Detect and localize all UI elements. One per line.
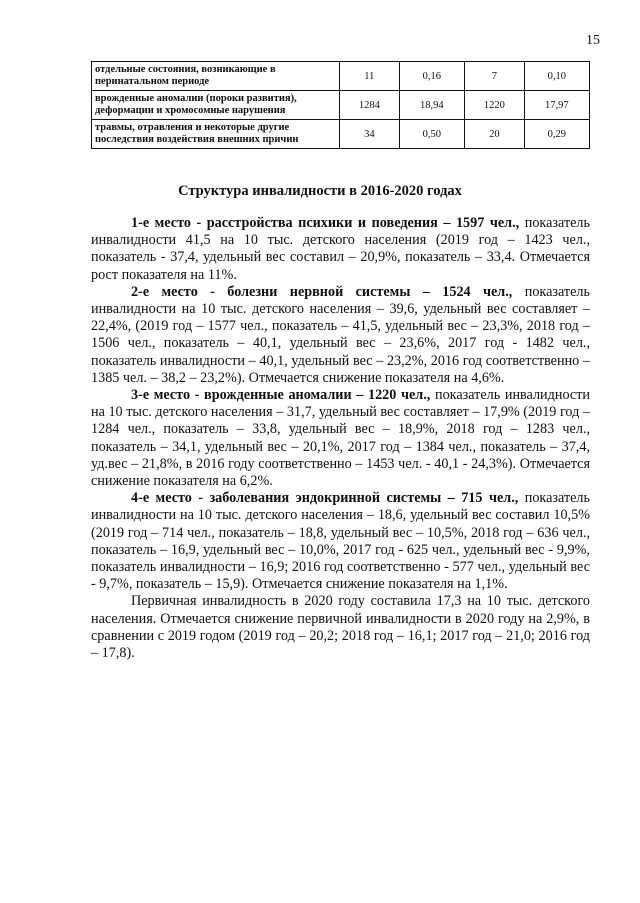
table-cell-label: отдельные состояния, возникающие в перинатальном периоде: [92, 62, 340, 91]
paragraph-lead: 1-е место - расстройства психики и поведения – 1597 чел.,: [131, 215, 520, 231]
paragraph: [91, 387, 590, 490]
paragraph-text: показатель инвалидности 41,5 на 10 тыс. детского населения (2019 год – 1423 чел., показатель - 37,4, удельный вес составил – 20,9%, показатель – 33,4. Отмечается рост показателя на 11%.: [91, 215, 590, 283]
paragraph-text: Первичная инвалидность в 2020 году составила 17,3 на 10 тыс. детского населения. Отмечается снижение первичной инвалидности в 2020 году на 2,9%, в сравнении с 2019 годом (2019 год – 20,2; 2018 год – 16,1; 2017 год – 21,0; 2016 год – 17,8).: [91, 593, 590, 662]
page-number: 15: [586, 33, 600, 48]
statistics-table: [91, 61, 590, 149]
table-row: [92, 120, 590, 149]
paragraph-text: показатель инвалидности на 10 тыс. детского населения – 31,7, удельный вес составляет – 17,9% (2019 год – 1284 чел., показатель – 33,8, удельный вес – 18,9%, 2018 год – 1283 чел., показатель – 34,1, удельный вес – 20,1%, 2017 год – 1384 чел., показатель – 37,4, уд.вес – 21,8%, в 2016 году соответственно – 1453 чел. - 40,1 - 24,3%). Отмечается снижение показателя на 6,2%.: [91, 387, 590, 490]
table-cell-label: травмы, отравления и некоторые другие последствия воздействия внешних причин: [92, 120, 340, 149]
paragraph: [91, 593, 590, 662]
table-cell: 1284: [340, 91, 400, 120]
table-cell: 18,94: [399, 91, 464, 120]
table-cell: 0,16: [399, 62, 464, 91]
paragraph-lead: 3-е место - врожденные аномалии – 1220 чел.,: [131, 387, 431, 404]
paragraph: [91, 284, 590, 387]
table-cell: 11: [340, 62, 400, 91]
table-row: [92, 62, 590, 91]
table-cell: 34: [340, 120, 400, 149]
body-text: [91, 215, 590, 662]
section-heading: Структура инвалидности в 2016-2020 годах: [178, 183, 462, 199]
table-cell: 7: [464, 62, 524, 91]
table-cell: 1220: [464, 91, 524, 120]
table-cell: 17,97: [524, 91, 589, 120]
table-cell: 0,50: [399, 120, 464, 149]
paragraph: [91, 215, 590, 284]
table-cell: 0,10: [524, 62, 589, 91]
table-cell-label: врожденные аномалии (пороки развития), деформации и хромосомные нарушения: [92, 91, 340, 120]
paragraph-text: показатель инвалидности на 10 тыс. детского населения – 18,6, удельный вес составил 10,5% (2019 год – 714 чел., показатель – 18,8, удельный вес – 10,5%, 2018 год – 636 чел., показатель – 16,9, удельный вес – 10,0%, 2017 год - 625 чел., удельный вес - 9,9%, показатель инвалидности – 16,9; 2016 год соответственно - 577 чел., удельный вес - 9,7%, показатель – 15,9). Отмечается снижение показателя на 1,1%.: [91, 490, 590, 593]
table-cell: 20: [464, 120, 524, 149]
table-row: [92, 91, 590, 120]
paragraph-text: показатель инвалидности на 10 тыс. детского населения – 39,6, удельный вес составляет – 22,4%, (2019 год – 1577 чел., показатель – 41,5, удельный вес – 23,3%, 2018 год – 1506 чел., показатель – 40,1, удельный вес – 23,6%, 2017 год - 1482 чел., показатель инвалидности – 40,1, удельный вес – 23,2%, 2016 год соответственно – 1385 чел. – 38,2 – 23,2%). Отмечается снижение показателя на 4,6%.: [91, 283, 590, 386]
paragraph-lead: 2-е место - болезни нервной системы – 1524 чел.,: [131, 283, 513, 300]
paragraph: [91, 490, 590, 593]
table-cell: 0,29: [524, 120, 589, 149]
paragraph-lead: 4-е место - заболевания эндокринной системы – 715 чел.,: [131, 490, 519, 507]
